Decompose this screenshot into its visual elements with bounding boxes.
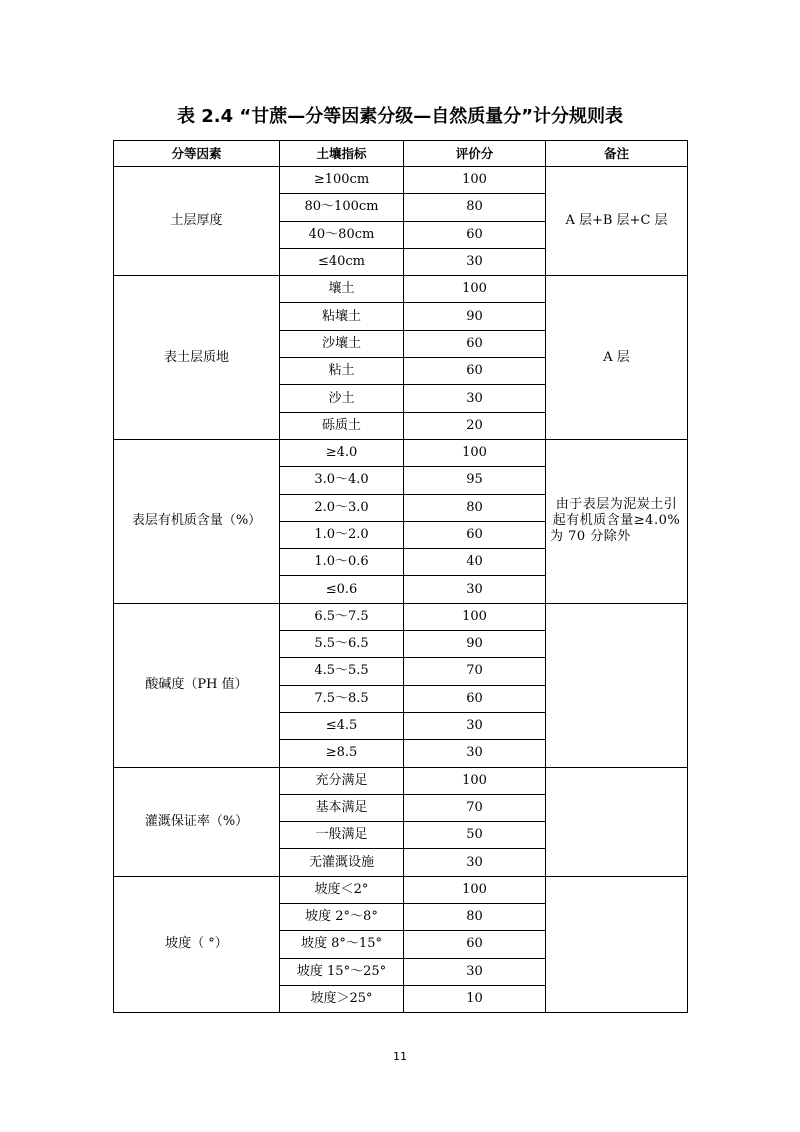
indicator-cell: 砾质土 bbox=[280, 412, 404, 439]
score-cell: 30 bbox=[404, 849, 546, 876]
score-cell: 95 bbox=[404, 467, 546, 494]
factor-cell: 坡度（ °） bbox=[114, 876, 280, 1012]
note-cell bbox=[546, 876, 688, 1012]
note-cell: 由于表层为泥炭土引起有机质含量≥4.0%为 70 分除外 bbox=[546, 439, 688, 603]
indicator-cell: 坡度＞25° bbox=[280, 985, 404, 1012]
indicator-cell: 壤土 bbox=[280, 276, 404, 303]
indicator-cell: 5.5～6.5 bbox=[280, 631, 404, 658]
indicator-cell: 2.0～3.0 bbox=[280, 494, 404, 521]
score-cell: 60 bbox=[404, 685, 546, 712]
score-cell: 90 bbox=[404, 303, 546, 330]
indicator-cell: 坡度 8°～15° bbox=[280, 931, 404, 958]
score-cell: 10 bbox=[404, 985, 546, 1012]
indicator-cell: 坡度＜2° bbox=[280, 876, 404, 903]
factor-cell: 酸碱度（PH 值） bbox=[114, 603, 280, 767]
page-number: 11 bbox=[393, 1050, 407, 1063]
note-cell: A 层+B 层+C 层 bbox=[546, 167, 688, 276]
indicator-cell: 4.5～5.5 bbox=[280, 658, 404, 685]
score-cell: 30 bbox=[404, 385, 546, 412]
score-cell: 30 bbox=[404, 712, 546, 739]
indicator-cell: 80～100cm bbox=[280, 194, 404, 221]
indicator-cell: ≥4.0 bbox=[280, 439, 404, 466]
note-cell bbox=[546, 767, 688, 876]
score-cell: 30 bbox=[404, 958, 546, 985]
score-cell: 20 bbox=[404, 412, 546, 439]
score-cell: 90 bbox=[404, 631, 546, 658]
indicator-cell: 1.0～2.0 bbox=[280, 521, 404, 548]
table-row bbox=[114, 276, 688, 303]
header-factor: 分等因素 bbox=[114, 141, 280, 167]
score-cell: 70 bbox=[404, 658, 546, 685]
indicator-cell: 充分满足 bbox=[280, 767, 404, 794]
indicator-cell: ≥8.5 bbox=[280, 740, 404, 767]
table-row bbox=[114, 767, 688, 794]
indicator-cell: ≤4.5 bbox=[280, 712, 404, 739]
indicator-cell: 7.5～8.5 bbox=[280, 685, 404, 712]
indicator-cell: 基本满足 bbox=[280, 794, 404, 821]
indicator-cell: 粘土 bbox=[280, 358, 404, 385]
indicator-cell: ≤0.6 bbox=[280, 576, 404, 603]
score-cell: 60 bbox=[404, 521, 546, 548]
table-row bbox=[114, 439, 688, 466]
indicator-cell: 6.5～7.5 bbox=[280, 603, 404, 630]
factor-cell: 表土层质地 bbox=[114, 276, 280, 440]
indicator-cell: 沙土 bbox=[280, 385, 404, 412]
score-cell: 100 bbox=[404, 167, 546, 194]
header-note: 备注 bbox=[546, 141, 688, 167]
indicator-cell: 坡度 2°～8° bbox=[280, 904, 404, 931]
factor-cell: 表层有机质含量（%） bbox=[114, 439, 280, 603]
indicator-cell: 沙壤土 bbox=[280, 330, 404, 357]
table-row bbox=[114, 167, 688, 194]
score-cell: 70 bbox=[404, 794, 546, 821]
score-cell: 50 bbox=[404, 822, 546, 849]
indicator-cell: 坡度 15°～25° bbox=[280, 958, 404, 985]
score-cell: 80 bbox=[404, 494, 546, 521]
score-cell: 40 bbox=[404, 549, 546, 576]
indicator-cell: 无灌溉设施 bbox=[280, 849, 404, 876]
factor-cell: 灌溉保证率（%） bbox=[114, 767, 280, 876]
indicator-cell: ≤40cm bbox=[280, 248, 404, 275]
score-cell: 80 bbox=[404, 194, 546, 221]
table-row bbox=[114, 876, 688, 903]
score-cell: 60 bbox=[404, 221, 546, 248]
score-cell: 30 bbox=[404, 248, 546, 275]
scoring-rules-table bbox=[113, 140, 688, 1013]
score-cell: 60 bbox=[404, 358, 546, 385]
score-cell: 60 bbox=[404, 330, 546, 357]
score-cell: 100 bbox=[404, 276, 546, 303]
indicator-cell: 3.0～4.0 bbox=[280, 467, 404, 494]
indicator-cell: 一般满足 bbox=[280, 822, 404, 849]
indicator-cell: 1.0～0.6 bbox=[280, 549, 404, 576]
indicator-cell: 40～80cm bbox=[280, 221, 404, 248]
header-row bbox=[114, 141, 688, 167]
header-indicator: 土壤指标 bbox=[280, 141, 404, 167]
score-cell: 60 bbox=[404, 931, 546, 958]
score-cell: 100 bbox=[404, 439, 546, 466]
score-cell: 100 bbox=[404, 603, 546, 630]
note-cell: A 层 bbox=[546, 276, 688, 440]
indicator-cell: 粘壤土 bbox=[280, 303, 404, 330]
table-title: 表 2.4 “甘蔗—分等因素分级—自然质量分”计分规则表 bbox=[176, 106, 624, 127]
header-score: 评价分 bbox=[404, 141, 546, 167]
score-cell: 100 bbox=[404, 767, 546, 794]
indicator-cell: ≥100cm bbox=[280, 167, 404, 194]
note-cell bbox=[546, 603, 688, 767]
score-cell: 100 bbox=[404, 876, 546, 903]
factor-cell: 土层厚度 bbox=[114, 167, 280, 276]
table-row bbox=[114, 603, 688, 630]
score-cell: 80 bbox=[404, 904, 546, 931]
score-cell: 30 bbox=[404, 576, 546, 603]
score-cell: 30 bbox=[404, 740, 546, 767]
